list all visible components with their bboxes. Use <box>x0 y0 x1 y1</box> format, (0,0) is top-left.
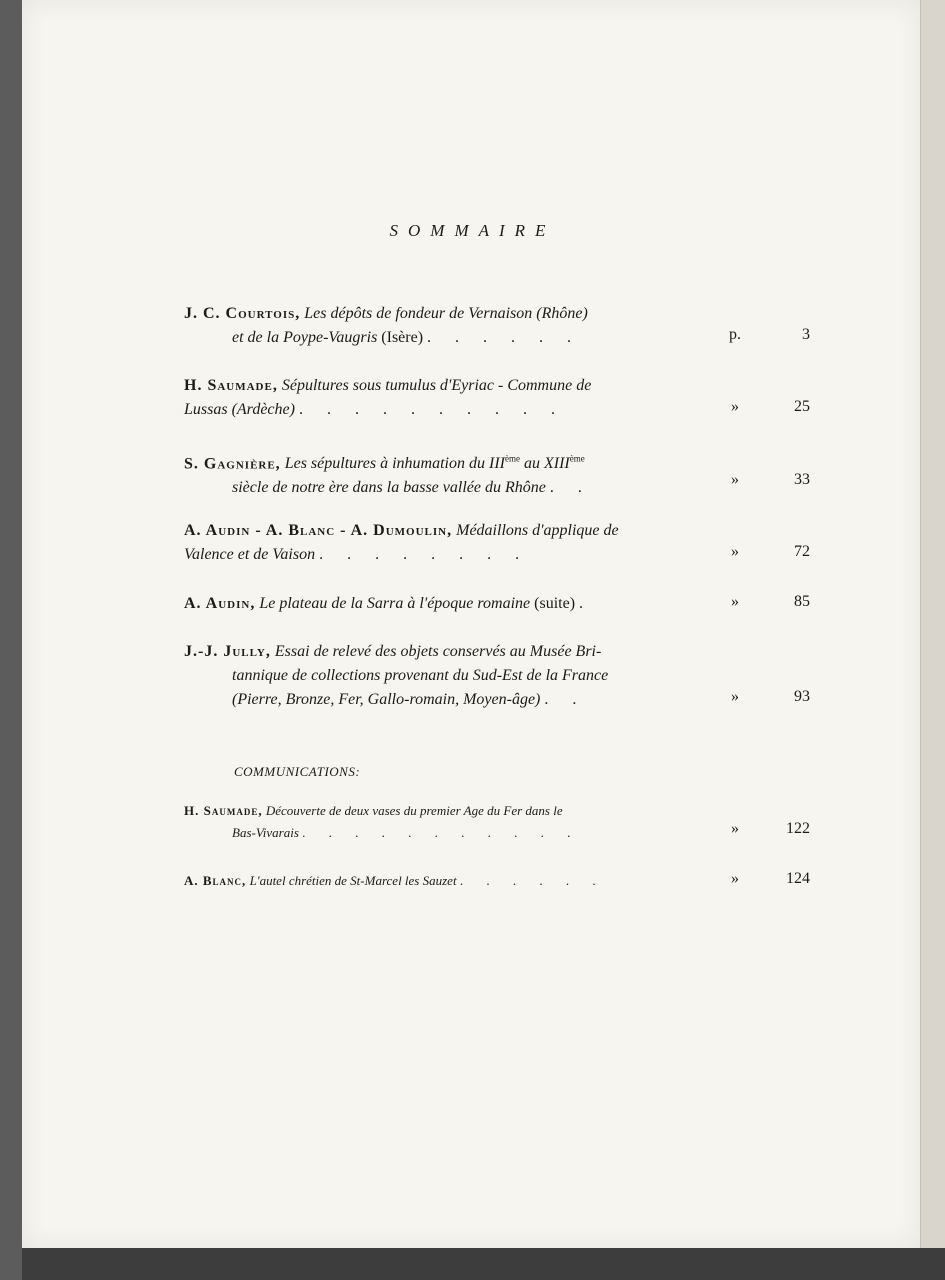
ditto-mark: » <box>731 820 739 837</box>
entry-title-cont: tannique de collections provenant du Sud-Est de la France <box>232 667 609 684</box>
toc-entry <box>184 302 700 350</box>
superscript: ème <box>569 454 585 464</box>
page-number: 72 <box>794 543 810 560</box>
toc-entry <box>184 870 700 892</box>
dot-leaders: . . . . . . . . <box>319 546 530 563</box>
page-title: SOMMAIRE <box>389 221 556 240</box>
entry-author: S. Gagnière, <box>184 455 281 473</box>
dot-leaders: . . <box>544 691 587 708</box>
ditto-mark: » <box>731 471 739 488</box>
page-number: 25 <box>794 398 810 415</box>
entry-author: J.-J. Jully, <box>184 643 271 660</box>
entry-title: L'autel chrétien de St-Marcel les Sauzet <box>249 873 457 888</box>
superscript: ème <box>504 454 520 464</box>
ditto-mark: » <box>731 688 739 705</box>
dot-leaders: . <box>579 595 594 612</box>
toc-entry <box>184 519 700 567</box>
entry-suite: (suite) <box>534 595 576 612</box>
page-number: 93 <box>794 688 810 705</box>
ditto-mark: » <box>731 593 739 610</box>
entry-author: A. Audin, <box>184 595 256 612</box>
entry-title: Les dépôts de fondeur de Vernaison (Rhône) <box>304 305 588 322</box>
ditto-mark: » <box>731 398 739 415</box>
toc-entry <box>184 447 700 500</box>
entry-title-cont: et de la Poype-Vaugris <box>232 329 378 346</box>
ditto-mark: » <box>731 870 739 887</box>
entry-title-cont: Valence et de Vaison <box>184 546 316 563</box>
entry-author: J. C. Courtois, <box>184 305 301 322</box>
entry-title-tail: (Isère) <box>381 329 424 346</box>
page-number: 33 <box>794 471 810 488</box>
entry-title-cont: (Pierre, Bronze, Fer, Gallo-romain, Moyen-âge) <box>232 691 541 708</box>
ditto-mark: » <box>731 543 739 560</box>
book-binding <box>0 0 22 1280</box>
dot-leaders: . . . . . . . . . . <box>298 401 565 418</box>
entry-title: Essai de relevé des objets conservés au Musée Bri- <box>274 643 602 660</box>
toc-entry <box>184 374 700 422</box>
page-bottom-shadow <box>22 1248 945 1280</box>
dot-leaders: . . . . . . <box>427 329 582 346</box>
toc-entry <box>184 800 700 844</box>
entry-title-cont: Bas-Vivarais <box>232 825 299 840</box>
page-prefix: p. <box>729 326 741 343</box>
page-number: 3 <box>802 326 810 343</box>
page-number: 124 <box>786 870 810 887</box>
dot-leaders: . . . . . . <box>459 873 606 888</box>
page-number: 122 <box>786 820 810 837</box>
entry-author: A. Audin - A. Blanc - A. Dumoulin, <box>184 522 453 539</box>
dot-leaders: . . . . . . . . . . . <box>302 825 581 840</box>
entry-title: Les sépultures à inhumation du III <box>284 455 505 473</box>
page-edge <box>920 0 945 1248</box>
entry-title: Découverte de deux vases du premier Age du Fer dans le <box>265 803 563 818</box>
communications-heading: COMMUNICATIONS: <box>234 764 361 779</box>
entry-title: Le plateau de la Sarra à l'époque romaine <box>259 595 531 612</box>
page <box>22 0 920 1248</box>
entry-title: Médaillons d'applique de <box>456 522 619 539</box>
entry-title-cont: siècle de notre ère dans la basse vallée du Rhône <box>232 479 546 497</box>
entry-title: Sépultures sous tumulus d'Eyriac - Commune de <box>281 377 592 394</box>
entry-author: H. Saumade, <box>184 803 263 818</box>
toc-entry <box>184 640 700 712</box>
entry-title: au XIII <box>519 455 570 473</box>
entry-author: A. Blanc, <box>184 873 247 888</box>
page-number: 85 <box>794 593 810 610</box>
dot-leaders: . . <box>549 479 592 497</box>
entry-title-cont: Lussas (Ardèche) <box>184 401 295 418</box>
entry-author: H. Saumade, <box>184 377 278 394</box>
toc-entry <box>184 592 700 616</box>
